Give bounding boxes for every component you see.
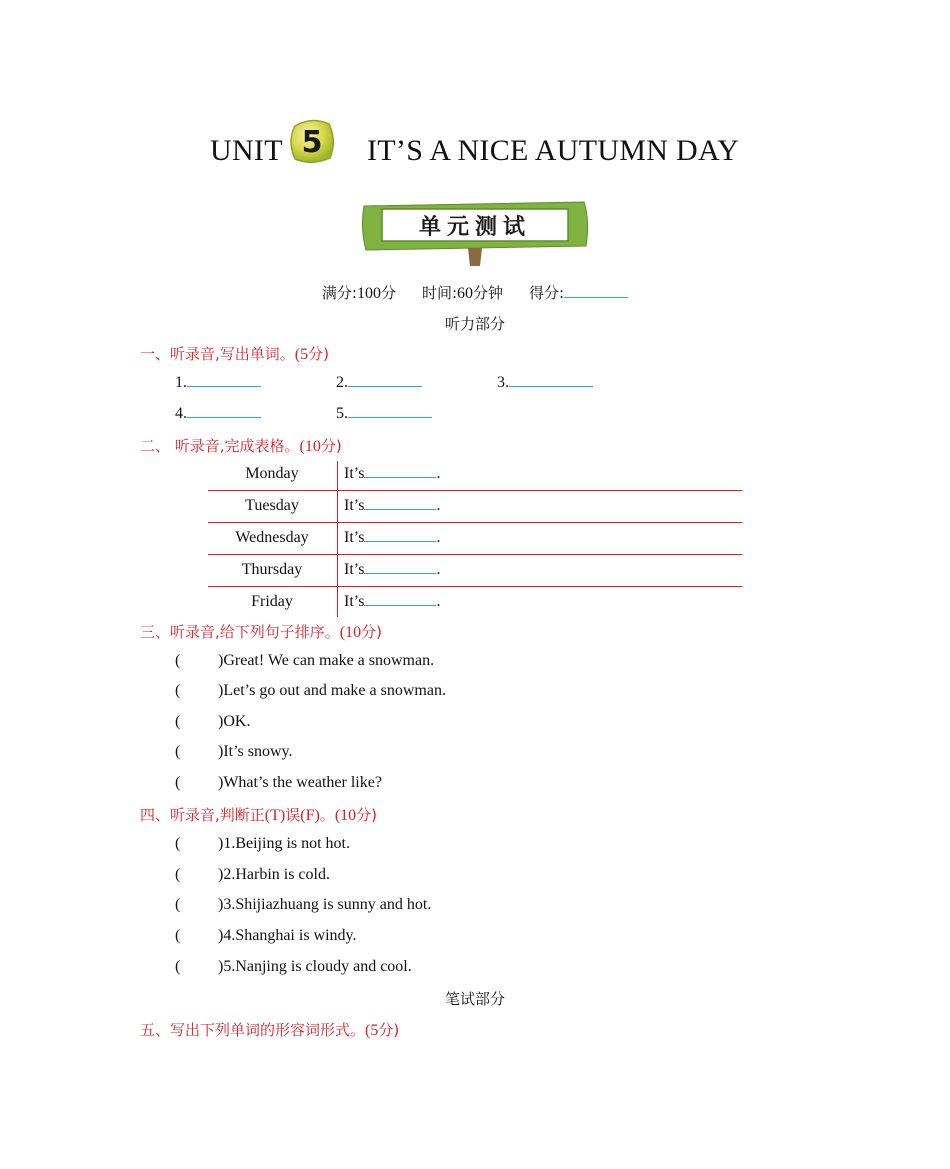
time-label: 时间: [421,284,458,302]
section-1-item-1: 1. [175,374,261,392]
section-3-item: ( )What’s the weather like? [175,774,382,791]
title-unit-name: IT’S A NICE AUTUMN DAY [367,134,740,167]
answer-blank[interactable] [509,385,593,387]
section-1-item-4: 4. [175,405,261,423]
score-label: 得分: [529,284,565,302]
unit-number: 5 [301,125,323,160]
listening-part-heading: 听力部分 [444,315,505,333]
banner-label: 单元测试 [418,215,532,240]
unit-test-banner [360,200,590,268]
section-2-title: 二、 听录音,完成表格。(10分) [140,437,342,455]
section-4-item: ( )4.Shanghai is windy. [175,927,357,944]
section-4-item: ( )1.Beijing is not hot. [175,835,350,852]
answer-blank[interactable] [364,540,436,542]
full-marks-label: 满分: [321,284,357,302]
writing-part-heading: 笔试部分 [444,990,505,1008]
section-3-title: 三、听录音,给下列句子排序。(10分) [140,623,382,641]
section-4-item: ( )2.Harbin is cold. [175,866,330,883]
time-value: 60 [457,285,474,302]
score-blank[interactable] [564,296,628,298]
table-row: Wednesday It’s . [208,523,742,555]
section-3-item: ( )OK. [175,713,251,730]
answer-blank[interactable] [364,572,436,574]
answer-blank[interactable] [364,476,436,478]
answer-blank[interactable] [348,385,422,387]
table-divider [337,461,338,617]
title-unit-word: UNIT [210,134,283,167]
section-3-item: ( )It’s snowy. [175,743,293,760]
table-row: Tuesday It’s . [208,491,742,523]
table-row: Monday It’s . [208,459,742,491]
time-unit: 分钟 [473,284,504,302]
answer-blank[interactable] [364,604,436,606]
section-3-item: ( )Let’s go out and make a snowman. [175,682,446,699]
score-info-line [0,282,950,303]
section-4-title: 四、听录音,判断正(T)误(F)。(10分) [140,806,377,824]
section-1-item-2: 2. [336,374,422,392]
section-5-title: 五、写出下列单词的形容词形式。(5分) [140,1021,400,1039]
section-3-item: ( )Great! We can make a snowman. [175,652,435,669]
weather-table [208,459,742,618]
answer-blank[interactable] [364,508,436,510]
table-row: Thursday It’s . [208,555,742,587]
section-4-item: ( )5.Nanjing is cloudy and cool. [175,958,412,975]
answer-blank[interactable] [348,416,432,418]
section-1-item-5: 5. [336,405,432,423]
section-1-item-3: 3. [497,374,593,392]
section-1-title: 一、听录音,写出单词。(5分) [140,345,329,363]
section-4-item: ( )3.Shijiazhuang is sunny and hot. [175,896,432,913]
table-row: Friday It’s . [251,593,441,610]
answer-blank[interactable] [187,385,261,387]
unit-number-badge-icon [287,116,337,166]
full-marks-value: 100 [356,285,381,302]
full-marks-unit: 分 [380,284,396,302]
answer-blank[interactable] [187,416,261,418]
